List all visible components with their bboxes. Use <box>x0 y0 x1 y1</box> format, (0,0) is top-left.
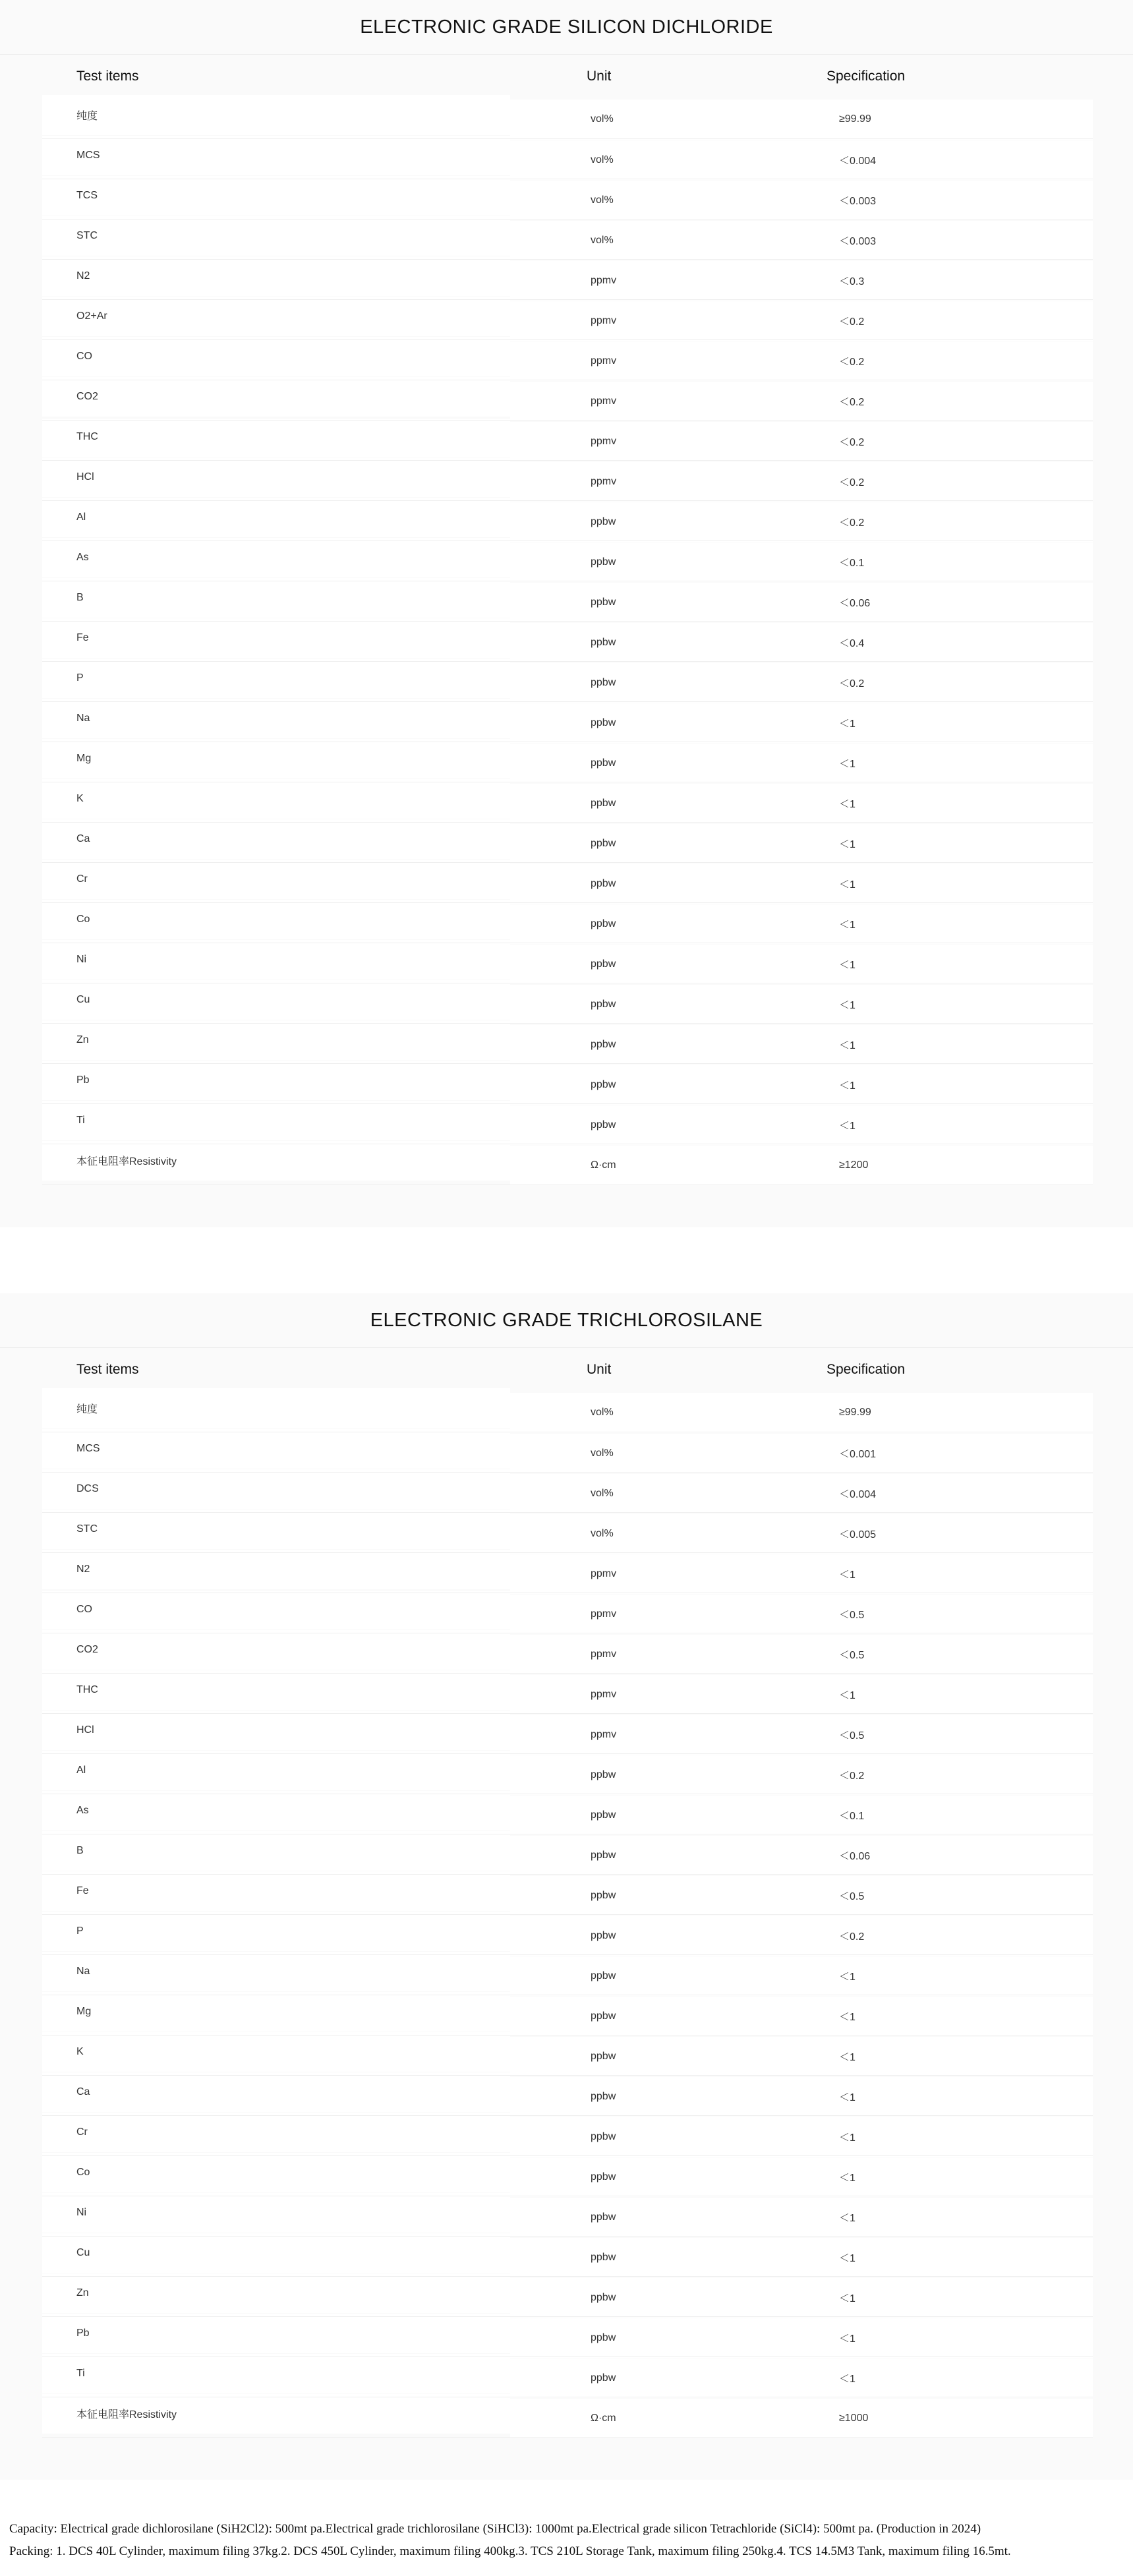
specification-cell: ＜0.4 <box>827 622 1093 662</box>
specification-cell: ＜1 <box>827 703 1093 743</box>
specification-cell: ≥99.99 <box>827 1393 1093 1433</box>
table-row <box>42 701 1093 742</box>
specification-cell: ＜1 <box>827 783 1093 823</box>
unit-cell: ppbw <box>510 984 827 1024</box>
unit-cell: ppbw <box>510 2036 827 2076</box>
specification-cell: ≥1000 <box>827 2398 1093 2438</box>
table-row <box>42 1552 1093 1593</box>
unit-cell: ppbw <box>510 1835 827 1875</box>
unit-cell: ppmv <box>510 381 827 421</box>
table-row <box>42 541 1093 581</box>
specification-cell: ＜1 <box>827 1105 1093 1145</box>
test-item-cell: Cr <box>42 859 510 899</box>
table-row <box>42 460 1093 500</box>
specification-cell: ＜1 <box>827 1956 1093 1996</box>
specification-cell: ＜1 <box>827 2036 1093 2076</box>
specification-cell: ＜0.2 <box>827 1755 1093 1795</box>
test-item-cell: Ti <box>42 1100 510 1140</box>
table-header-row <box>42 55 1093 98</box>
spec-table <box>42 1348 1093 2438</box>
test-item-cell: Zn <box>42 2273 510 2313</box>
specification-cell: ＜1 <box>827 2157 1093 2197</box>
unit-cell: ppmv <box>510 1714 827 1755</box>
table-row <box>42 1432 1093 1472</box>
specification-cell: ＜0.2 <box>827 502 1093 542</box>
test-item-cell: THC <box>42 1670 510 1710</box>
table-row <box>42 1914 1093 1954</box>
specification-cell: ＜0.004 <box>827 1473 1093 1513</box>
capacity-text: Capacity: Electrical grade dichlorosilane (SiH2Cl2): 500mt pa.Electrical grade trichlorosilane (SiHCl3): 1000mt pa.Electrical grade silicon Tetrachloride (SiCl4): 500mt pa. (Production in 2024) <box>9 2522 981 2536</box>
test-item-cell: Na <box>42 698 510 738</box>
product-notes <box>9 2518 1123 2563</box>
unit-cell: ppbw <box>510 864 827 904</box>
table-header-row <box>42 1348 1093 1391</box>
table-row <box>42 1103 1093 1144</box>
table-row <box>42 1144 1093 1184</box>
unit-cell: ppbw <box>510 582 827 622</box>
table-row <box>42 1512 1093 1552</box>
unit-cell: ppbw <box>510 622 827 662</box>
table-row <box>42 983 1093 1023</box>
unit-cell: vol% <box>510 220 827 260</box>
test-item-cell: STC <box>42 1509 510 1549</box>
specification-cell: ＜0.004 <box>827 140 1093 180</box>
test-item-cell: Na <box>42 1951 510 1991</box>
test-item-cell: CO2 <box>42 1629 510 1670</box>
table-row <box>42 1753 1093 1794</box>
table-row <box>42 943 1093 983</box>
test-item-cell: Cu <box>42 2233 510 2273</box>
table-row <box>42 2115 1093 2155</box>
unit-cell: ppbw <box>510 2117 827 2157</box>
table-row <box>42 1794 1093 1834</box>
specification-cell: ＜0.005 <box>827 1513 1093 1554</box>
section-silicon-dichloride <box>0 0 1133 1227</box>
table-row <box>42 581 1093 621</box>
specification-cell: ＜0.1 <box>827 542 1093 582</box>
unit-cell: ppmv <box>510 1594 827 1634</box>
unit-cell: ppbw <box>510 2358 827 2398</box>
unit-cell: ppmv <box>510 421 827 461</box>
specification-cell: ＜1 <box>827 2076 1093 2117</box>
specification-cell: ≥1200 <box>827 1145 1093 1185</box>
table-row <box>42 822 1093 862</box>
table-row <box>42 742 1093 782</box>
table-row <box>42 299 1093 339</box>
test-item-cell: Zn <box>42 1020 510 1060</box>
unit-cell: ppbw <box>510 1105 827 1145</box>
specification-cell: ＜0.003 <box>827 220 1093 260</box>
unit-cell: ppbw <box>510 1755 827 1795</box>
table-row <box>42 1995 1093 2035</box>
table-row <box>42 1633 1093 1673</box>
specification-cell: ＜0.001 <box>827 1433 1093 1473</box>
table-row <box>42 1673 1093 1713</box>
table-row <box>42 621 1093 661</box>
test-item-cell: Fe <box>42 1871 510 1911</box>
unit-cell: ppbw <box>510 1065 827 1105</box>
packing-text: Packing: 1. DCS 40L Cylinder, maximum filing 37kg.2. DCS 450L Cylinder, maximum filing 400kg.3. TCS 210L Storage Tank, maximum filing 250kg.4. TCS 14.5M3 Tank, maximum filing 16.5mt. <box>9 2544 1011 2558</box>
test-item-cell: Co <box>42 2152 510 2192</box>
specification-cell: ＜1 <box>827 984 1093 1024</box>
test-item-cell: Al <box>42 1750 510 1790</box>
table-row <box>42 1391 1093 1432</box>
unit-cell: ppbw <box>510 1875 827 1916</box>
table-row <box>42 2196 1093 2236</box>
test-item-cell: Ni <box>42 939 510 980</box>
test-item-cell: Ni <box>42 2192 510 2233</box>
test-item-cell: THC <box>42 417 510 457</box>
unit-cell: ppbw <box>510 2157 827 2197</box>
specification-cell: ＜0.003 <box>827 180 1093 220</box>
unit-cell: vol% <box>510 1433 827 1473</box>
table-row <box>42 2316 1093 2356</box>
unit-cell: ppbw <box>510 1916 827 1956</box>
specification-cell: ＜1 <box>827 823 1093 864</box>
section-title: ELECTRONIC GRADE TRICHLOROSILANE <box>0 1293 1133 1348</box>
specification-cell: ＜0.06 <box>827 1835 1093 1875</box>
specification-cell: ＜1 <box>827 904 1093 944</box>
unit-cell: ppbw <box>510 2076 827 2117</box>
table-row <box>42 2075 1093 2115</box>
test-item-cell: STC <box>42 216 510 256</box>
specification-cell: ＜0.5 <box>827 1634 1093 1674</box>
specification-cell: ＜1 <box>827 944 1093 984</box>
unit-cell: ppbw <box>510 2237 827 2277</box>
unit-cell: ppbw <box>510 662 827 703</box>
specification-cell: ＜0.5 <box>827 1875 1093 1916</box>
unit-cell: ppbw <box>510 703 827 743</box>
unit-cell: ppbw <box>510 1795 827 1835</box>
unit-cell: ppbw <box>510 743 827 783</box>
test-item-cell: B <box>42 577 510 618</box>
test-item-cell: 本征电阻率Resistivity <box>42 1140 510 1181</box>
test-item-cell: N2 <box>42 1549 510 1589</box>
table-row <box>42 1472 1093 1512</box>
test-item-cell: Al <box>42 497 510 537</box>
table-row <box>42 1834 1093 1874</box>
specification-cell: ＜1 <box>827 1674 1093 1714</box>
unit-cell: vol% <box>510 140 827 180</box>
test-item-cell: DCS <box>42 1469 510 1509</box>
test-item-cell: Fe <box>42 618 510 658</box>
table-row <box>42 661 1093 701</box>
unit-cell: vol% <box>510 180 827 220</box>
test-item-cell: Ca <box>42 2072 510 2112</box>
specification-cell: ＜1 <box>827 743 1093 783</box>
test-item-cell: Pb <box>42 2313 510 2353</box>
specification-cell: ＜0.2 <box>827 341 1093 381</box>
unit-cell: ppbw <box>510 2197 827 2237</box>
specification-cell: ＜1 <box>827 1024 1093 1065</box>
unit-cell: ppbw <box>510 904 827 944</box>
test-item-cell: K <box>42 778 510 819</box>
header-specification: Specification <box>827 1362 906 1377</box>
table-row <box>42 420 1093 460</box>
table-row <box>42 2035 1093 2075</box>
test-item-cell: Mg <box>42 738 510 778</box>
specification-cell: ＜0.06 <box>827 582 1093 622</box>
specification-cell: ＜0.2 <box>827 662 1093 703</box>
test-item-cell: TCS <box>42 175 510 216</box>
specification-cell: ＜0.5 <box>827 1594 1093 1634</box>
table-row <box>42 2397 1093 2437</box>
table-row <box>42 500 1093 541</box>
spec-table <box>42 55 1093 1185</box>
unit-cell: ppmv <box>510 260 827 301</box>
test-item-cell: CO <box>42 336 510 376</box>
table-row <box>42 862 1093 902</box>
test-item-cell: Cu <box>42 980 510 1020</box>
specification-cell: ＜0.5 <box>827 1714 1093 1755</box>
specification-cell: ＜1 <box>827 2318 1093 2358</box>
header-specification: Specification <box>827 69 906 84</box>
table-row <box>42 1874 1093 1914</box>
unit-cell: ppbw <box>510 1996 827 2036</box>
table-row <box>42 782 1093 822</box>
section-title: ELECTRONIC GRADE SILICON DICHLORIDE <box>0 0 1133 55</box>
unit-cell: ppmv <box>510 1674 827 1714</box>
table-row <box>42 1954 1093 1995</box>
test-item-cell: As <box>42 537 510 577</box>
test-item-cell: O2+Ar <box>42 296 510 336</box>
unit-cell: vol% <box>510 1393 827 1433</box>
header-unit: Unit <box>587 1362 612 1377</box>
unit-cell: ppmv <box>510 341 827 381</box>
test-item-cell: K <box>42 2032 510 2072</box>
table-row <box>42 1593 1093 1633</box>
unit-cell: vol% <box>510 1513 827 1554</box>
unit-cell: ppbw <box>510 2277 827 2318</box>
header-test-items: Test items <box>76 69 139 84</box>
table-row <box>42 1023 1093 1063</box>
specification-cell: ＜0.2 <box>827 461 1093 502</box>
unit-cell: ppbw <box>510 502 827 542</box>
specification-cell: ＜1 <box>827 2358 1093 2398</box>
specification-cell: ＜1 <box>827 864 1093 904</box>
table-row <box>42 98 1093 138</box>
test-item-cell: CO <box>42 1589 510 1629</box>
table-row <box>42 2276 1093 2316</box>
unit-cell: ppmv <box>510 1634 827 1674</box>
test-item-cell: 本征电阻率Resistivity <box>42 2393 510 2434</box>
test-item-cell: Mg <box>42 1991 510 2032</box>
table-row <box>42 2155 1093 2196</box>
unit-cell: vol% <box>510 100 827 140</box>
test-item-cell: HCl <box>42 457 510 497</box>
unit-cell: ppbw <box>510 2318 827 2358</box>
unit-cell: Ω·cm <box>510 2398 827 2438</box>
test-item-cell: P <box>42 658 510 698</box>
test-item-cell: MCS <box>42 135 510 175</box>
test-item-cell: Ti <box>42 2353 510 2393</box>
unit-cell: vol% <box>510 1473 827 1513</box>
specification-cell: ＜1 <box>827 2197 1093 2237</box>
test-item-cell: Ca <box>42 819 510 859</box>
unit-cell: ppbw <box>510 823 827 864</box>
unit-cell: ppmv <box>510 1554 827 1594</box>
table-row <box>42 2236 1093 2276</box>
specification-cell: ＜1 <box>827 1996 1093 2036</box>
section-trichlorosilane <box>0 1293 1133 2480</box>
test-item-cell: 纯度 <box>42 95 510 135</box>
header-test-items: Test items <box>76 1362 139 1377</box>
test-item-cell: As <box>42 1790 510 1830</box>
specification-cell: ＜1 <box>827 2117 1093 2157</box>
table-row <box>42 219 1093 259</box>
unit-cell: ppmv <box>510 301 827 341</box>
specification-cell: ＜0.2 <box>827 421 1093 461</box>
specification-cell: ＜1 <box>827 1065 1093 1105</box>
unit-cell: ppbw <box>510 1024 827 1065</box>
test-item-cell: N2 <box>42 256 510 296</box>
specification-cell: ＜0.1 <box>827 1795 1093 1835</box>
table-row <box>42 1713 1093 1753</box>
specification-cell: ＜0.2 <box>827 381 1093 421</box>
unit-cell: ppbw <box>510 1956 827 1996</box>
unit-cell: ppmv <box>510 461 827 502</box>
table-row <box>42 380 1093 420</box>
table-row <box>42 259 1093 299</box>
test-item-cell: Cr <box>42 2112 510 2152</box>
specification-cell: ＜1 <box>827 2277 1093 2318</box>
specification-cell: ≥99.99 <box>827 100 1093 140</box>
test-item-cell: Co <box>42 899 510 939</box>
unit-cell: Ω·cm <box>510 1145 827 1185</box>
header-unit: Unit <box>587 69 612 84</box>
table-row <box>42 2356 1093 2397</box>
test-item-cell: P <box>42 1911 510 1951</box>
specification-cell: ＜1 <box>827 2237 1093 2277</box>
test-item-cell: 纯度 <box>42 1388 510 1428</box>
specification-cell: ＜1 <box>827 1554 1093 1594</box>
specification-cell: ＜0.2 <box>827 301 1093 341</box>
specification-cell: ＜0.2 <box>827 1916 1093 1956</box>
test-item-cell: Pb <box>42 1060 510 1100</box>
test-item-cell: HCl <box>42 1710 510 1750</box>
table-row <box>42 902 1093 943</box>
unit-cell: ppbw <box>510 783 827 823</box>
unit-cell: ppbw <box>510 542 827 582</box>
test-item-cell: MCS <box>42 1428 510 1469</box>
table-row <box>42 138 1093 179</box>
test-item-cell: CO2 <box>42 376 510 417</box>
table-row <box>42 179 1093 219</box>
table-row <box>42 1063 1093 1103</box>
table-row <box>42 339 1093 380</box>
specification-cell: ＜0.3 <box>827 260 1093 301</box>
unit-cell: ppbw <box>510 944 827 984</box>
test-item-cell: B <box>42 1830 510 1871</box>
